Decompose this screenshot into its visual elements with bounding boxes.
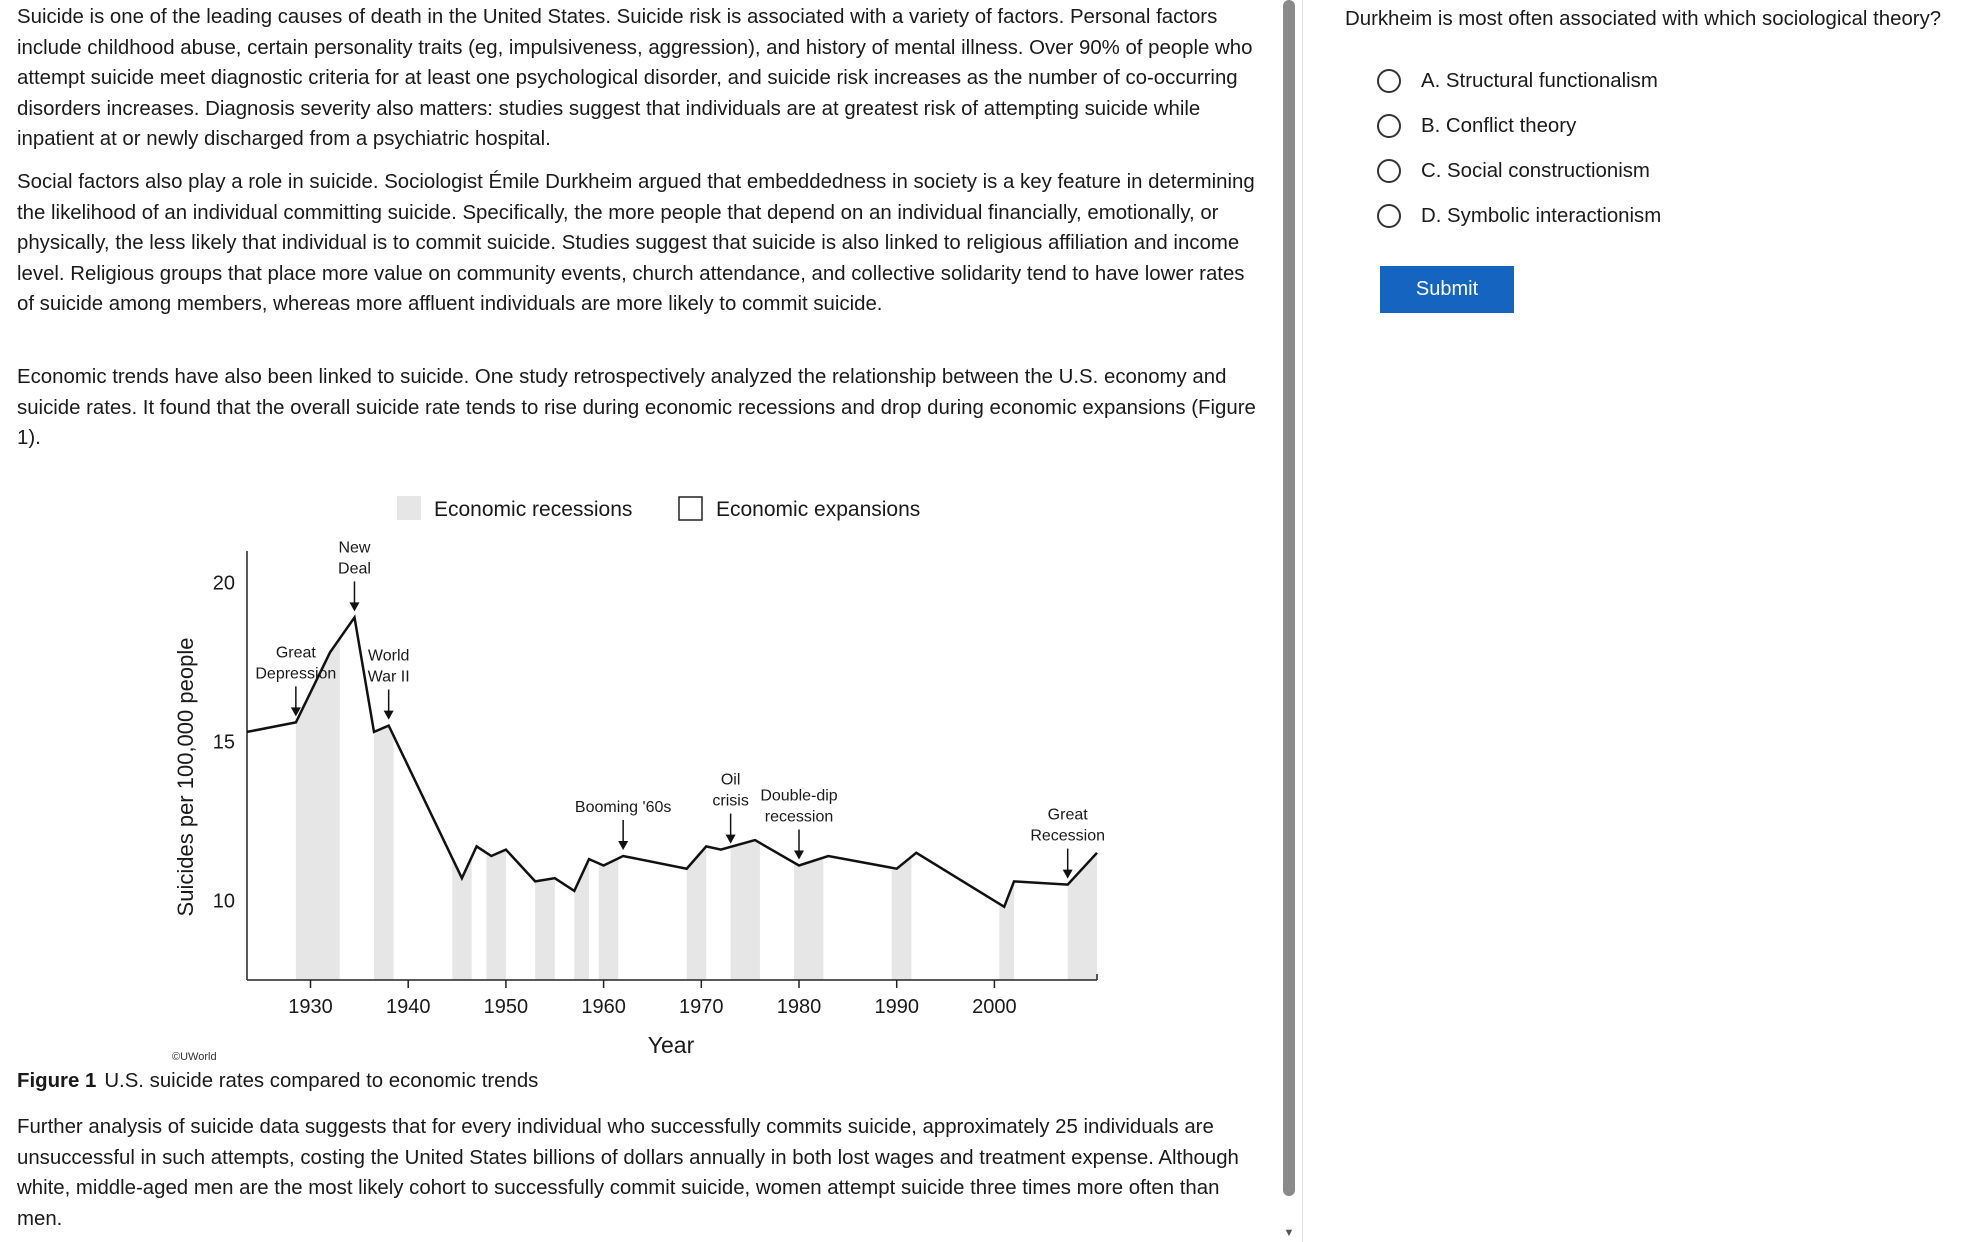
annotation-label: recession [764, 808, 834, 826]
x-tick-label: 1940 [385, 996, 431, 1018]
answer-option-c[interactable] [1377, 153, 1650, 189]
y-tick-label: 15 [212, 731, 235, 754]
radio-button-icon[interactable] [1377, 114, 1401, 138]
x-tick-label: 1970 [679, 996, 724, 1018]
answer-option-label: C. Social constructionism [1421, 159, 1650, 182]
arrowhead-icon [794, 851, 804, 860]
x-tick-label: 1990 [874, 996, 919, 1018]
recession-band [535, 878, 555, 980]
recession-band [794, 858, 823, 980]
answer-option-label: B. Conflict theory [1421, 114, 1577, 137]
radio-button-icon[interactable] [1377, 204, 1401, 228]
figure-label: Figure 1 [17, 1070, 97, 1092]
y-tick-label: 20 [212, 572, 235, 595]
x-tick-label: 1980 [776, 996, 822, 1018]
x-tick-label: 1950 [483, 996, 529, 1018]
x-tick-label: 2000 [972, 996, 1017, 1018]
recession-band [892, 857, 912, 980]
annotation-label: New [338, 539, 371, 557]
chart-legend [397, 496, 920, 521]
figure-caption-text: U.S. suicide rates compared to economic trends [104, 1070, 539, 1092]
y-axis-label: Suicides per 100,000 people [173, 637, 198, 917]
chart-plot-area [213, 539, 1105, 1018]
y-tick-label: 10 [212, 890, 235, 913]
recession-band [486, 850, 506, 980]
annotation-label: Great [275, 644, 316, 662]
x-tick-label: 1960 [581, 996, 626, 1018]
passage-paragraph-2: Social factors also play a role in suicide. Sociologist Émile Durkheim argued that embeddedness in society is a key feature in determining the likelihood of an individual committing suicide. Specifically, the more people that depend on an individual financially, emotionally, or physically, the less likely that individual is to commit suicide. Studies suggest that suicide is also linked to religious affiliation and income level. Religious groups that place more value on community events, church attendance, and collective solidarity tend to have lower rates of suicide among members, whereas more affluent individuals are more likely to commit suicide. [17, 171, 1255, 315]
arrowhead-icon [384, 711, 394, 720]
annotation-label: Depression [255, 665, 337, 683]
answer-option-label: A. Structural functionalism [1421, 69, 1658, 92]
annotation-label: Oil [720, 771, 741, 789]
recession-band [999, 881, 1014, 980]
annotation-label: Deal [338, 560, 371, 578]
submit-button[interactable]: Submit [1380, 266, 1514, 313]
recession-band [1068, 853, 1097, 980]
annotation-label: Recession [1030, 827, 1106, 845]
legend-expansion-swatch [679, 497, 702, 520]
annotation-label: War II [367, 668, 410, 686]
legend-recession-label: Economic recessions [434, 498, 633, 521]
answer-option-d[interactable] [1377, 198, 1661, 234]
scroll-down-arrow-icon[interactable]: ▼ [1283, 1227, 1295, 1239]
arrowhead-icon [618, 841, 628, 850]
annotation-label: Double-dip [760, 787, 838, 805]
annotation-label: Great [1047, 806, 1088, 824]
legend-recession-swatch [397, 496, 421, 520]
annotation-label: World [367, 647, 410, 665]
radio-button-icon[interactable] [1377, 159, 1401, 183]
arrowhead-icon [349, 602, 359, 611]
copyright-text: ©UWorld [172, 1051, 217, 1063]
question-text: Durkheim is most often associated with which sociological theory? [1345, 8, 1942, 30]
annotation-label: Booming '60s [574, 798, 672, 816]
x-axis-label: Year [647, 1032, 695, 1058]
arrowhead-icon [726, 835, 736, 844]
answer-option-a[interactable] [1377, 63, 1658, 99]
passage-paragraph-1: Suicide is one of the leading causes of death in the United States. Suicide risk is associated with a variety of factors. Personal factors include childhood abuse, certain personality traits (eg, impulsiveness, aggression), and history of mental illness. Over 90% of people who attempt suicide meet diagnostic criteria for at least one psychological disorder, and suicide risk increases as the number of co-occurring disorders increases. Diagnosis severity also matters: studies suggest that individuals are at greatest risk of attempting suicide while inpatient at or newly discharged from a psychiatric hospital. [17, 6, 1253, 150]
recession-band [731, 840, 760, 980]
scrollbar-thumb[interactable] [1283, 0, 1295, 1196]
passage-paragraph-3: Economic trends have also been linked to suicide. One study retrospectively analyzed the relationship between the U.S. economy and suicide rates. It found that the overall suicide rate tends to rise during economic recessions and drop during economic expansions (Figure 1). [17, 366, 1256, 449]
passage-paragraph-4: Further analysis of suicide data suggests that for every individual who successfully commits suicide, approximately 25 individuals are unsuccessful in such attempts, costing the United States billions of dollars annually in both lost wages and treatment expense. Although white, middle-aged men are the most likely cohort to successfully commit suicide, women attempt suicide three times more often than men. [17, 1116, 1239, 1230]
recession-band [374, 726, 394, 980]
arrowhead-icon [1063, 870, 1073, 879]
answer-option-label: D. Symbolic interactionism [1421, 204, 1662, 227]
recession-band [599, 858, 619, 980]
annotation-label: crisis [712, 792, 749, 810]
answer-option-b[interactable] [1377, 108, 1576, 144]
pane-divider [1302, 0, 1303, 1242]
recession-band [296, 638, 340, 980]
figure-caption [17, 1070, 538, 1093]
radio-button-icon[interactable] [1377, 69, 1401, 93]
suicide-rate-chart [0, 470, 1282, 1070]
x-tick-label: 1930 [288, 996, 333, 1018]
legend-expansion-label: Economic expansions [716, 498, 921, 521]
